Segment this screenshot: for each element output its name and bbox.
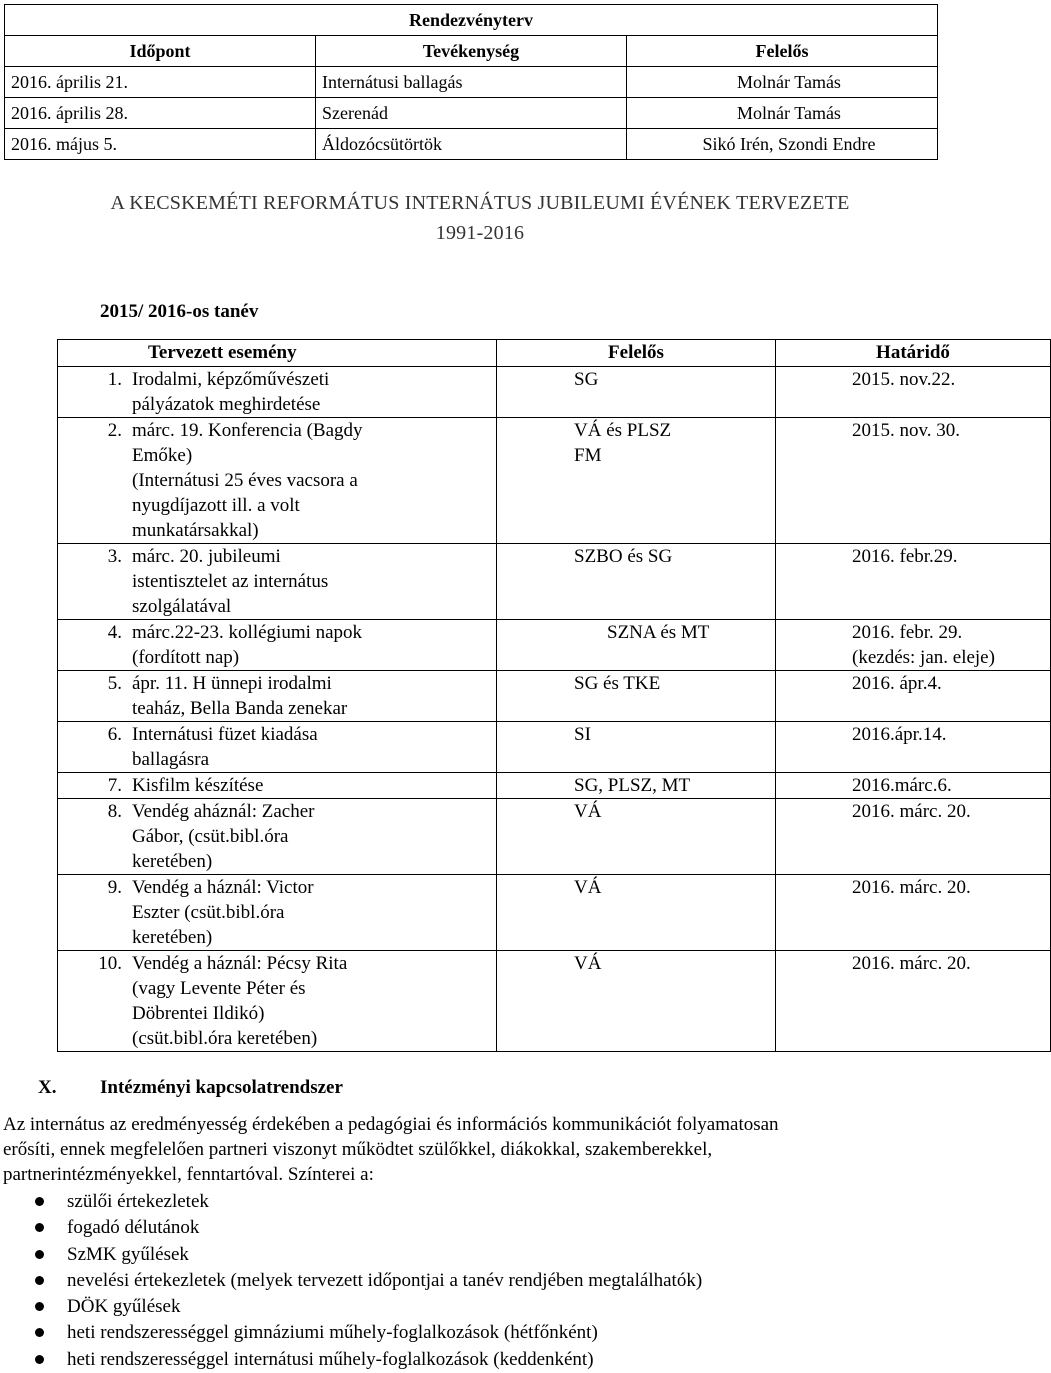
event-text: márc. 20. jubileumi bbox=[132, 546, 281, 567]
responsible-text: VÁ bbox=[574, 953, 602, 974]
schedule-row bbox=[5, 98, 938, 129]
event-text: nyugdíjazott ill. a volt bbox=[132, 495, 300, 516]
responsible-cell bbox=[497, 620, 776, 671]
deadline-text: 2016. febr. 29. bbox=[852, 622, 963, 643]
schedule-row bbox=[5, 67, 938, 98]
schedule-header-activity: Tevékenység bbox=[316, 36, 627, 67]
schedule-responsible: Molnár Tamás bbox=[627, 98, 938, 129]
event-text: Kisfilm készítése bbox=[132, 775, 264, 796]
deadline-cell bbox=[776, 722, 1051, 773]
event-text: (Internátusi 25 éves vacsora a bbox=[132, 470, 358, 491]
event-text: munkatársakkal) bbox=[132, 520, 259, 541]
deadline-text: 2015. nov.22. bbox=[852, 369, 956, 390]
deadline-cell bbox=[776, 418, 1051, 544]
table-row bbox=[58, 367, 1051, 418]
event-text: Emőke) bbox=[132, 445, 193, 466]
list-item-text: SzMK gyűlések bbox=[67, 1243, 189, 1265]
schedule-activity: Internátusi ballagás bbox=[316, 67, 627, 98]
table-row bbox=[58, 671, 1051, 722]
bullet-icon bbox=[35, 1250, 44, 1259]
deadline-cell bbox=[776, 367, 1051, 418]
table-row bbox=[58, 418, 1051, 544]
schedule-responsible: Molnár Tamás bbox=[627, 67, 938, 98]
responsible-cell bbox=[497, 418, 776, 544]
responsible-text: VÁ bbox=[574, 801, 602, 822]
schedule-activity: Áldozócsütörtök bbox=[316, 129, 627, 160]
list-item-text: nevelési értekezletek (melyek tervezett időpontjai a tanév rendjében megtalálhatók) bbox=[67, 1269, 703, 1291]
event-text: szolgálatával bbox=[132, 596, 232, 617]
deadline-text: 2016. febr.29. bbox=[852, 546, 958, 567]
event-text: keretében) bbox=[132, 927, 213, 948]
event-number: 9. bbox=[107, 877, 122, 898]
list-item bbox=[0, 1347, 702, 1373]
responsible-cell bbox=[497, 799, 776, 875]
document-title bbox=[0, 188, 960, 248]
deadline-text: 2016. márc. 20. bbox=[852, 953, 971, 974]
deadline-text: 2016. márc. 20. bbox=[852, 801, 971, 822]
event-number: 10. bbox=[98, 953, 122, 974]
plan-header-responsible: Felelős bbox=[497, 340, 776, 367]
event-cell bbox=[58, 773, 497, 799]
section-x-heading bbox=[38, 1077, 343, 1099]
event-text: (vagy Levente Péter és bbox=[132, 978, 306, 999]
event-text: Irodalmi, képzőművészeti bbox=[132, 369, 330, 390]
bullet-icon bbox=[35, 1328, 44, 1337]
responsible-text: SG bbox=[574, 369, 599, 390]
event-cell bbox=[58, 951, 497, 1052]
event-text: (fordított nap) bbox=[132, 647, 240, 668]
event-number: 3. bbox=[107, 546, 122, 567]
event-cell bbox=[58, 722, 497, 773]
bullet-icon bbox=[35, 1355, 44, 1364]
event-number: 8. bbox=[107, 801, 122, 822]
document-title-line2: 1991-2016 bbox=[435, 222, 525, 244]
bullet-icon bbox=[35, 1276, 44, 1285]
responsible-cell bbox=[497, 367, 776, 418]
responsible-text: FM bbox=[574, 445, 602, 466]
event-number: 4. bbox=[107, 622, 122, 643]
paragraph-line: erősíti, ennek megfelelően partneri viszonyt működtet szülőkkel, diákokkal, szakemberekkel, bbox=[3, 1139, 713, 1160]
plan-header-event: Tervezett esemény bbox=[58, 340, 497, 367]
responsible-cell bbox=[497, 875, 776, 951]
list-item bbox=[0, 1294, 702, 1320]
event-cell bbox=[58, 418, 497, 544]
bullet-icon bbox=[35, 1223, 44, 1232]
responsible-text: SI bbox=[574, 724, 591, 745]
event-text: ápr. 11. H ünnepi irodalmi bbox=[132, 673, 332, 694]
schedule-table bbox=[4, 4, 938, 160]
plan-table bbox=[57, 339, 1051, 1052]
list-item-text: fogadó délutánok bbox=[67, 1217, 200, 1239]
event-number: 1. bbox=[107, 369, 122, 390]
deadline-cell bbox=[776, 620, 1051, 671]
section-number: X. bbox=[38, 1077, 57, 1098]
event-text: Gábor, (csüt.bibl.óra bbox=[132, 826, 289, 847]
table-row bbox=[58, 951, 1051, 1052]
deadline-text: 2016.márc.6. bbox=[852, 775, 952, 796]
document-title-line1: A KECSKEMÉTI REFORMÁTUS INTERNÁTUS JUBILEUMI ÉVÉNEK TERVEZETE bbox=[110, 192, 850, 214]
event-text: Internátusi füzet kiadása bbox=[132, 724, 318, 745]
event-text: keretében) bbox=[132, 851, 213, 872]
event-cell bbox=[58, 544, 497, 620]
paragraph-line: Az internátus az eredményesség érdekében a pedagógiai és információs kommunikációt folyamatosan bbox=[3, 1114, 779, 1135]
event-text: márc.22-23. kollégiumi napok bbox=[132, 622, 363, 643]
deadline-cell bbox=[776, 773, 1051, 799]
paragraph-line: partnerintézményekkel, fenntartóval. Színterei a: bbox=[3, 1164, 374, 1185]
event-text: Vendég aháznál: Zacher bbox=[132, 801, 315, 822]
deadline-cell bbox=[776, 799, 1051, 875]
list-item bbox=[0, 1268, 702, 1294]
deadline-cell bbox=[776, 951, 1051, 1052]
bullet-icon bbox=[35, 1197, 44, 1206]
schedule-responsible: Sikó Irén, Szondi Endre bbox=[627, 129, 938, 160]
schedule-header-row bbox=[5, 36, 938, 67]
responsible-text: SZBO és SG bbox=[574, 546, 673, 567]
deadline-text: 2015. nov. 30. bbox=[852, 420, 961, 441]
schedule-date: 2016. április 21. bbox=[5, 67, 316, 98]
table-row bbox=[58, 544, 1051, 620]
event-number: 2. bbox=[107, 420, 122, 441]
list-item-text: DÖK gyűlések bbox=[67, 1296, 181, 1318]
deadline-cell bbox=[776, 544, 1051, 620]
responsible-cell bbox=[497, 671, 776, 722]
list-item-text: szülői értekezletek bbox=[67, 1191, 209, 1212]
table-row bbox=[58, 620, 1051, 671]
responsible-text: SG és TKE bbox=[574, 673, 661, 694]
event-cell bbox=[58, 875, 497, 951]
deadline-cell bbox=[776, 671, 1051, 722]
event-text: Eszter (csüt.bibl.óra bbox=[132, 902, 285, 923]
list-item bbox=[0, 1320, 702, 1346]
schedule-row bbox=[5, 129, 938, 160]
event-cell bbox=[58, 799, 497, 875]
event-number: 7. bbox=[107, 775, 122, 796]
responsible-cell bbox=[497, 722, 776, 773]
schedule-header-time: Időpont bbox=[5, 36, 316, 67]
schedule-title: Rendezvényterv bbox=[5, 5, 938, 36]
list-item-text: heti rendszerességgel internátusi műhely-foglalkozások (keddenként) bbox=[67, 1348, 594, 1370]
responsible-cell bbox=[497, 773, 776, 799]
list-item bbox=[0, 1215, 702, 1241]
deadline-cell bbox=[776, 875, 1051, 951]
plan-header-deadline: Határidő bbox=[776, 340, 1051, 367]
responsible-text: VÁ és PLSZ bbox=[574, 420, 672, 441]
list-item-text: heti rendszerességgel gimnáziumi műhely-foglalkozások (hétfőnként) bbox=[67, 1322, 598, 1344]
event-number: 6. bbox=[107, 724, 122, 745]
event-text: pályázatok meghirdetése bbox=[132, 394, 321, 415]
event-text: istentisztelet az internátus bbox=[132, 571, 329, 592]
event-text: teaház, Bella Banda zenekar bbox=[132, 698, 348, 719]
event-text: Vendég a háznál: Pécsy Rita bbox=[132, 953, 348, 974]
list-item bbox=[0, 1242, 702, 1268]
list-item bbox=[0, 1189, 702, 1215]
schedule-date: 2016. április 28. bbox=[5, 98, 316, 129]
table-row bbox=[58, 722, 1051, 773]
responsible-text: VÁ bbox=[574, 877, 602, 898]
plan-header-row bbox=[58, 340, 1051, 367]
event-cell bbox=[58, 671, 497, 722]
event-text: ballagásra bbox=[132, 749, 210, 770]
schedule-date: 2016. május 5. bbox=[5, 129, 316, 160]
event-text: (csüt.bibl.óra keretében) bbox=[132, 1028, 318, 1049]
section-paragraph bbox=[3, 1112, 933, 1187]
event-cell bbox=[58, 367, 497, 418]
school-year-heading: 2015/ 2016-os tanév bbox=[100, 301, 259, 322]
event-cell bbox=[58, 620, 497, 671]
responsible-text: SG, PLSZ, MT bbox=[574, 775, 691, 796]
event-number: 5. bbox=[107, 673, 122, 694]
table-row bbox=[58, 875, 1051, 951]
responsible-cell bbox=[497, 951, 776, 1052]
table-row bbox=[58, 799, 1051, 875]
event-text: márc. 19. Konferencia (Bagdy bbox=[132, 420, 363, 441]
deadline-text: 2016.ápr.14. bbox=[852, 724, 947, 745]
venue-list bbox=[0, 1189, 702, 1373]
section-title: Intézményi kapcsolatrendszer bbox=[100, 1077, 343, 1098]
responsible-text: SZNA és MT bbox=[607, 622, 710, 643]
bullet-icon bbox=[35, 1302, 44, 1311]
table-row bbox=[58, 773, 1051, 799]
event-text: Vendég a háznál: Victor bbox=[132, 877, 314, 898]
schedule-header-responsible: Felelős bbox=[627, 36, 938, 67]
responsible-cell bbox=[497, 544, 776, 620]
deadline-text: 2016. márc. 20. bbox=[852, 877, 971, 898]
deadline-text: 2016. ápr.4. bbox=[852, 673, 942, 694]
deadline-text: (kezdés: jan. eleje) bbox=[852, 647, 995, 668]
schedule-activity: Szerenád bbox=[316, 98, 627, 129]
event-text: Döbrentei Ildikó) bbox=[132, 1003, 265, 1024]
